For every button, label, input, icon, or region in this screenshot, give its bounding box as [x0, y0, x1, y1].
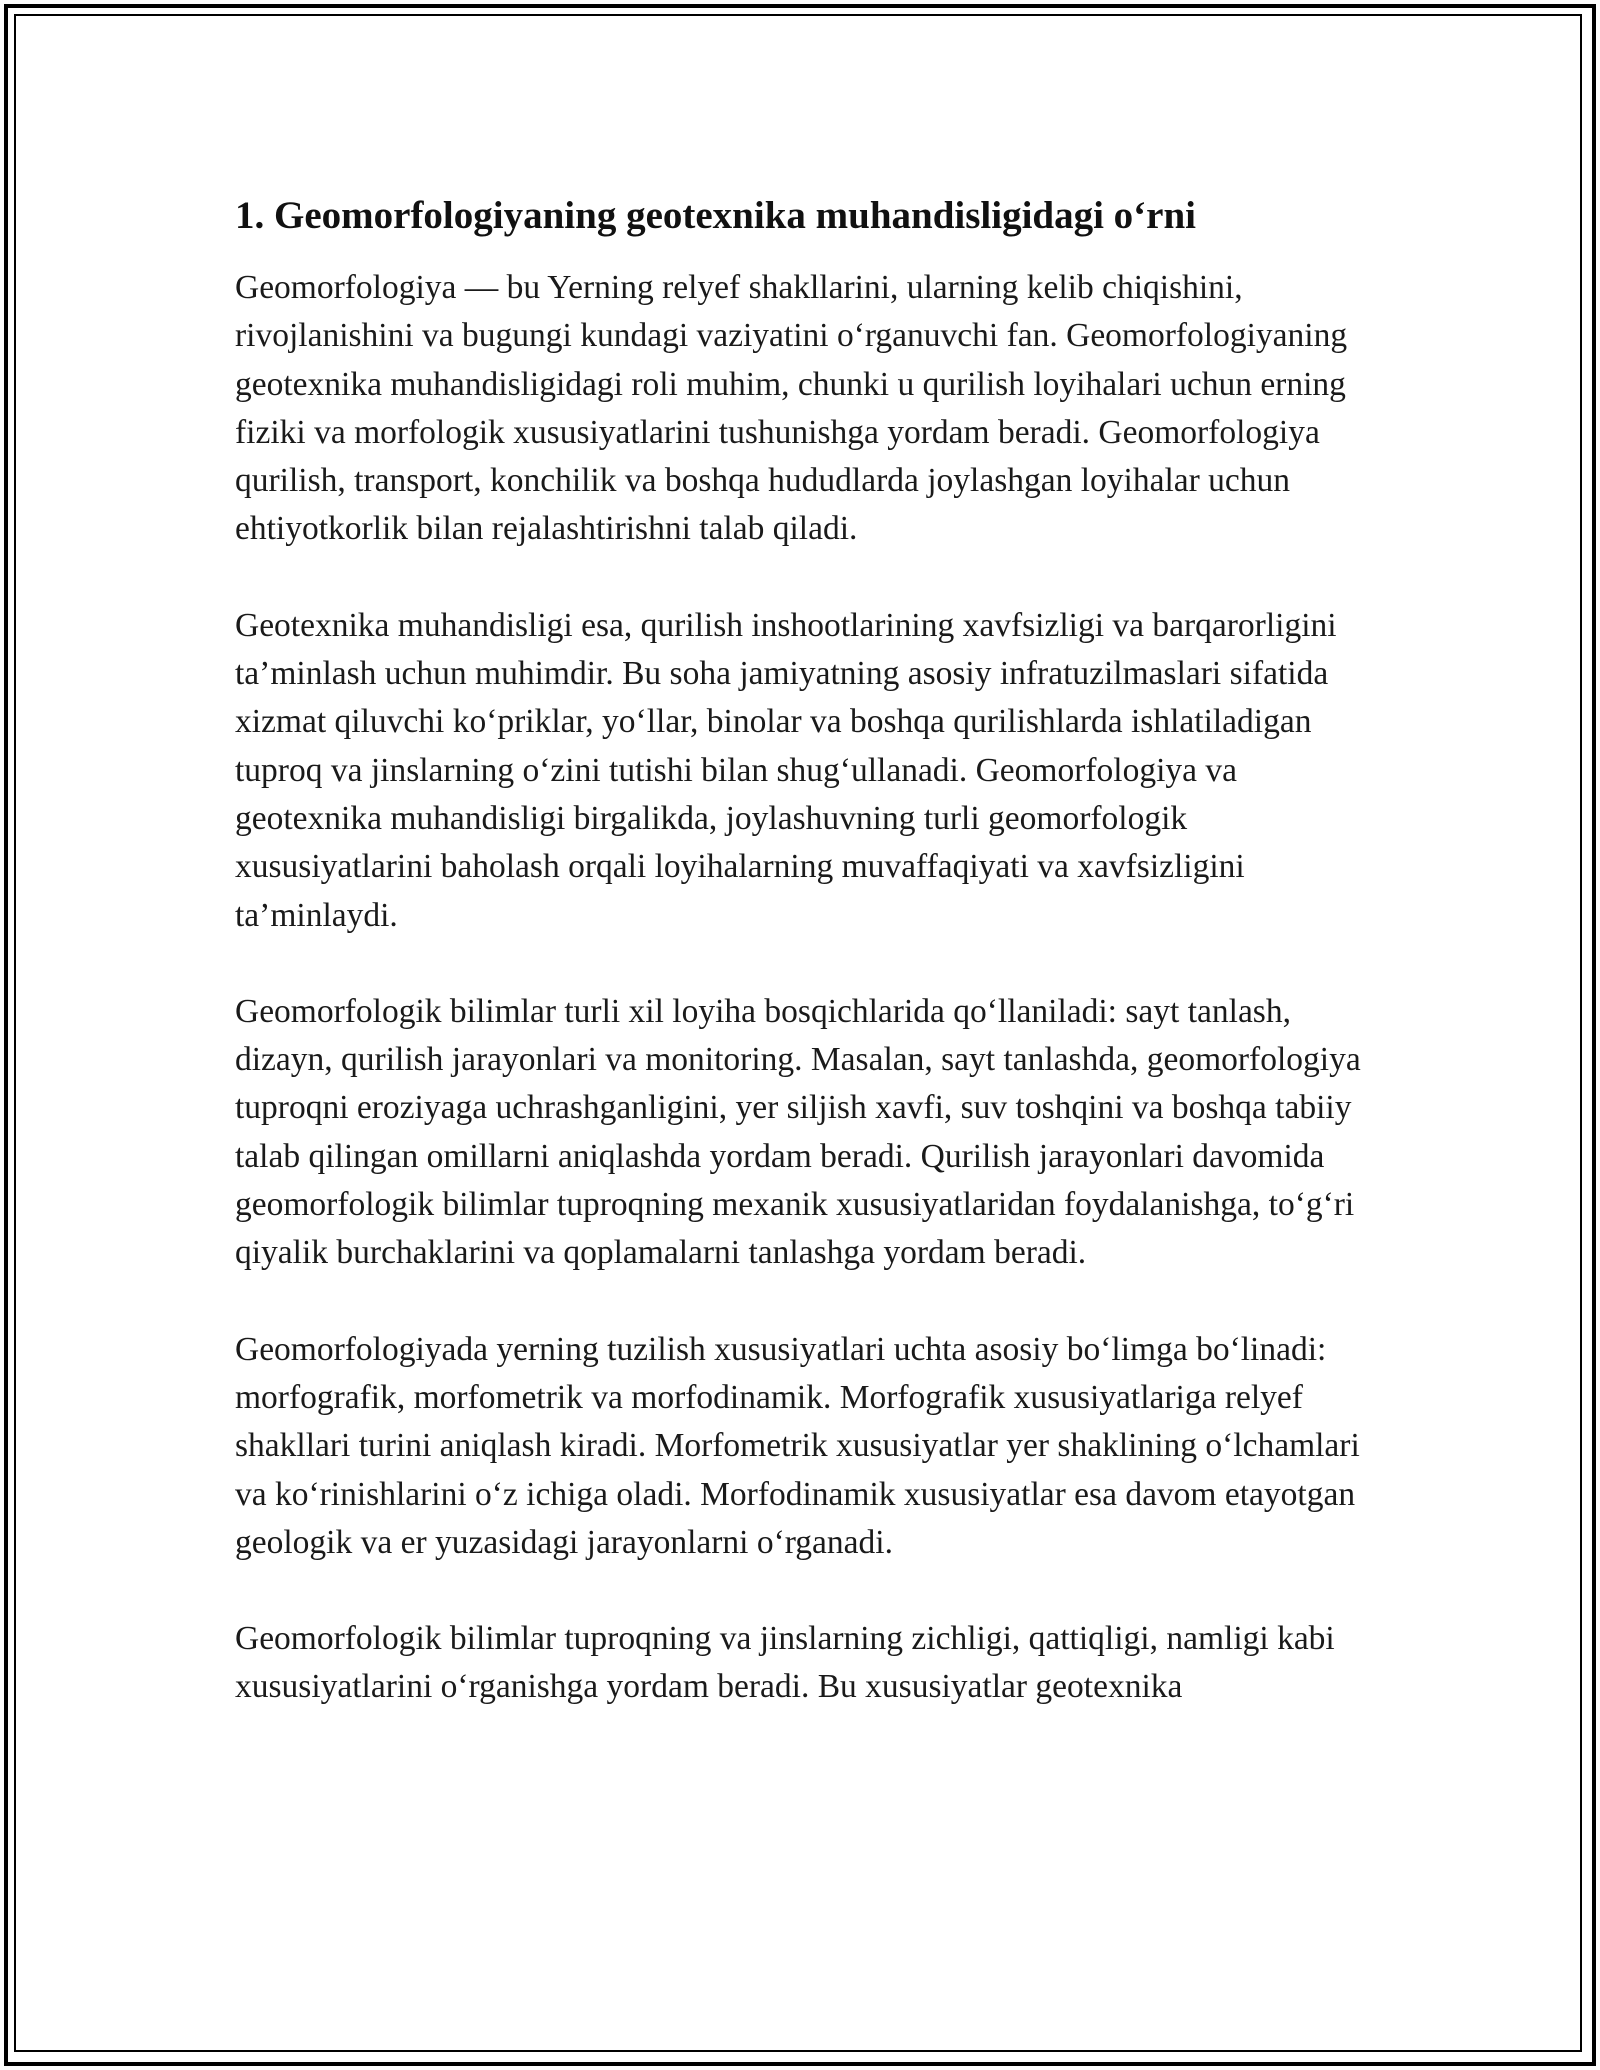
- paragraph-project-stages: Geomorfologik bilimlar turli xil loyiha bosqichlarida qo‘llaniladi: sayt tanlash, dizayn, qurilish jarayonlari va monitoring. Masalan, sayt tanlashda, geomorfologiya tuproqni eroziyaga uchrashganligini, yer siljish xavfi, suv toshqini va boshqa tabiiy talab qilingan omillarni aniqlashda yordam beradi. Qurilish jarayonlari davomida geomorfologik bilimlar tuproqning mexanik xususiyatlaridan foydalanishga, to‘g‘ri qiyalik burchaklarini va qoplamalarni tanlashga yordam beradi.: [235, 992, 1361, 1272]
- paragraph-geomorphology-definition: Geomorfologiya — bu Yerning relyef shakllarini, ularning kelib chiqishini, rivojlanishini va bugungi kundagi vaziyatini o‘rganuvchi fan. Geomorfologiyaning geotexnika muhandisligidagi roli muhim, chunki u qurilish loyihalari uchun erning fiziki va morfologik xususiyatlarini tushunishga yordam beradi. Geomorfologiya qurilish, transport, konchilik va boshqa hududlarda joylashgan loyihalar uchun ehtiyotkorlik bilan rejalashtirishni talab qiladi.: [235, 269, 1348, 548]
- document-body: [235, 178, 1385, 1760]
- paragraph-structural-properties: Geomorfologiyada yerning tuzilish xususiyatlari uchta asosiy bo‘limga bo‘linadi: morfografik, morfometrik va morfodinamik. Morfografik xususiyatlariga relyef shakllari turini aniqlash kiradi. Morfometrik xususiyatlar yer shaklining o‘lchamlari va ko‘rinishlarini o‘z ichiga oladi. Morfodinamik xususiyatlar esa davom etayotgan geologik va er yuzasidagi jarayonlarni o‘rganadi.: [235, 1330, 1360, 1561]
- paragraph-geotechnical-engineering: Geotexnika muhandisligi esa, qurilish inshootlarining xavfsizligi va barqarorligini ta’minlash uchun muhimdir. Bu soha jamiyatning asosiy infratuzilmaslari sifatida xizmat qiluvchi ko‘priklar, yo‘llar, binolar va boshqa qurilishlarda ishlatiladigan tuproq va jinslarning o‘zini tutishi bilan shug‘ullanadi. Geomorfologiya va geotexnika muhandisligi birgalikda, joylashuvning turli geomorfologik xususiyatlarini baholash orqali loyihalarning muvaffaqiyati va xavfsizligini ta’minlaydi.: [235, 606, 1337, 934]
- paragraph-soil-properties: Geomorfologik bilimlar tuproqning va jinslarning zichligi, qattiqligi, namligi kabi xususiyatlarini o‘rganishga yordam beradi. Bu xususiyatlar geotexnika: [235, 1620, 1335, 1706]
- section-heading: 1. Geomorfologiyaning geotexnika muhandisligidagi o‘rni: [235, 194, 1197, 237]
